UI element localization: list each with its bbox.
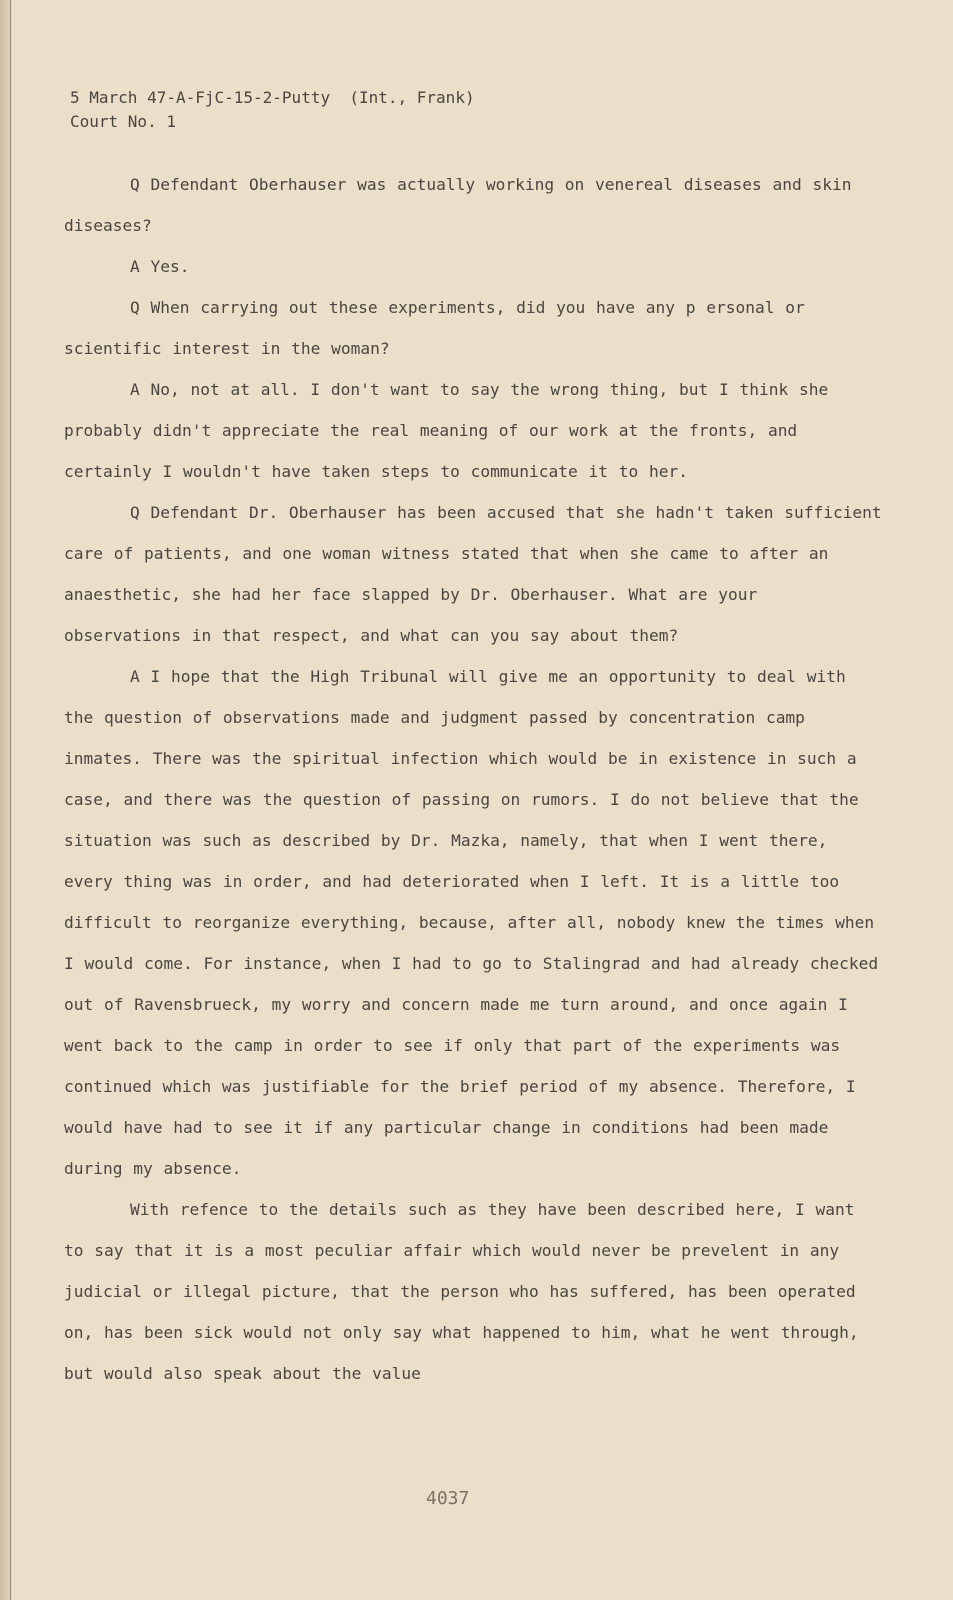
transcript-paragraph: Q When carrying out these experiments, did you have any p ersonal or scientific interest in the woman? xyxy=(64,298,805,358)
transcript-body xyxy=(64,164,884,1394)
header-court-line: Court No. 1 xyxy=(70,112,176,131)
transcript-paragraph: Q Defendant Dr. Oberhauser has been accused that she hadn't taken sufficient care of patients, and one woman witness stated that when she came to after an anaesthetic, she had her face slapped by Dr. Oberhauser. What are your observations in that respect, and what can you say about them? xyxy=(64,503,882,645)
transcript-paragraph: Q Defendant Oberhauser was actually working on venereal diseases and skin diseases? xyxy=(64,175,852,235)
transcript-paragraph: A I hope that the High Tribunal will give me an opportunity to deal with the question of observations made and judgment passed by concentration camp inmates. There was the spiritual infection which would be in existence in such a case, and there was the question of passing on rumors. I do not believe that the situation was such as described by Dr. Mazka, namely, that when I went there, every thing was in order, and had deteriorated when I left. It is a little too difficult to reorganize everything, because, after all, nobody knew the times when I would come. For instance, when I had to go to Stalingrad and had already checked out of Ravensbrueck, my worry and concern made me turn around, and once again I went back to the camp in order to see if only that part of the experiments was continued which was justifiable for the brief period of my absence. Therefore, I would have had to see it if any particular change in conditions had been made during my absence. xyxy=(64,667,879,1178)
transcript-paragraph: A Yes. xyxy=(130,257,190,276)
binding-line xyxy=(10,0,11,1600)
transcript-paragraph: A No, not at all. I don't want to say the wrong thing, but I think she probably didn't appreciate the real meaning of our work at the fronts, and certainly I wouldn't have taken steps to communicate it to her. xyxy=(64,380,829,481)
document-header xyxy=(70,86,475,134)
transcript-paragraph: With refence to the details such as they have been described here, I want to say that it is a most peculiar affair which would never be prevelent in any judicial or illegal picture, that the person who has suffered, has been operated on, has been sick would not only say what happened to him, what he went through, but would also speak about the value xyxy=(64,1200,859,1383)
header-session-line: 5 March 47-A-FjC-15-2-Putty (Int., Frank) xyxy=(70,88,475,107)
page-number: 4037 xyxy=(426,1488,470,1509)
